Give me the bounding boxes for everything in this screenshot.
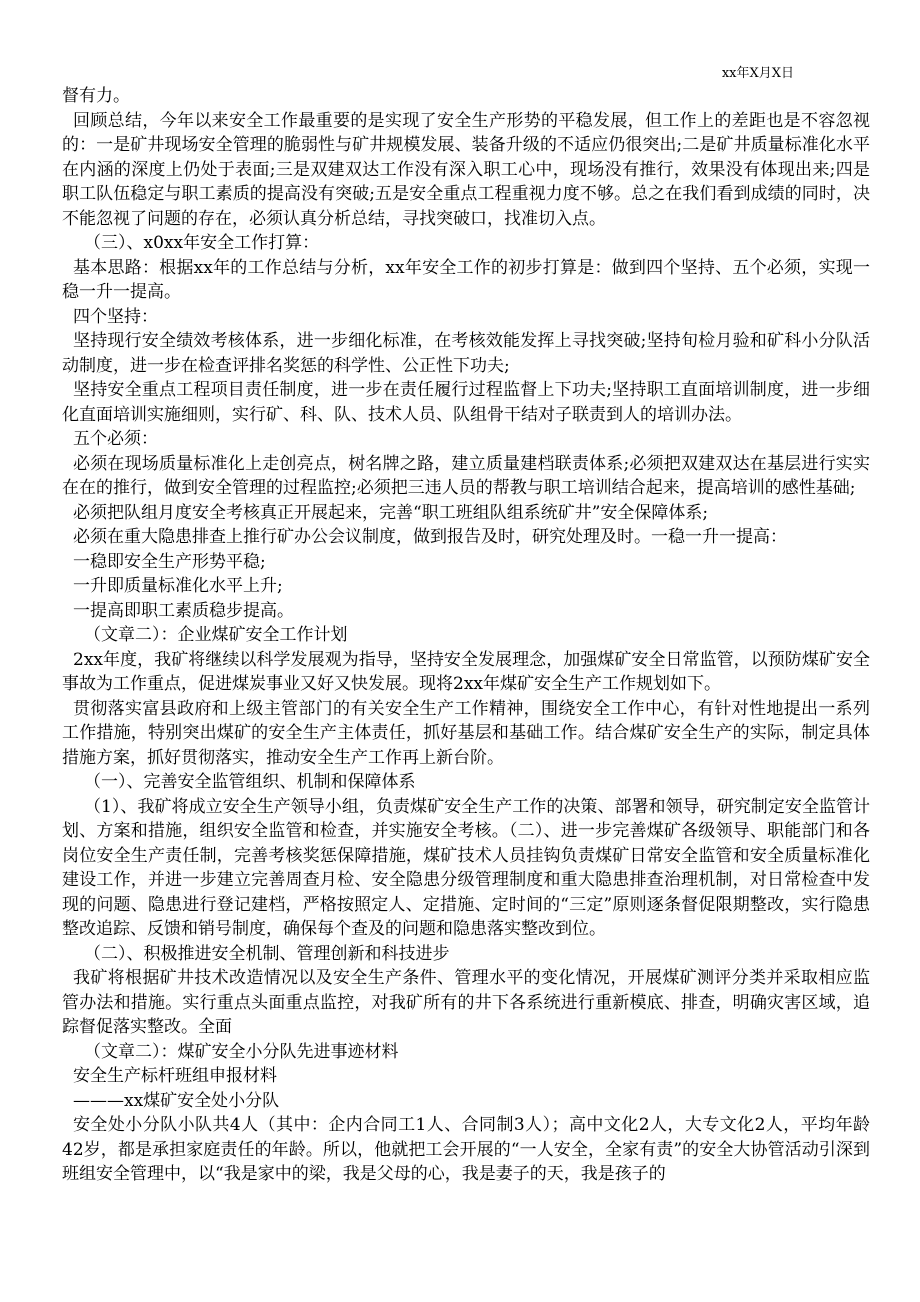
paragraph: 必须在现场质量标准化上走创亮点，树名牌之路，建立质量建档联责体系;必须把双建双达在基层进行实实在在的推行，做到安全管理的过程监控;必须把三违人员的帮教与职工培训结合起来，提高培训的感性基础;: [62, 453, 870, 498]
document-body: [62, 84, 870, 1187]
paragraph: 我矿将根据矿井技术改造情况以及安全生产条件、管理水平的变化情况，开展煤矿测评分类并采取相应监管办法和措施。实行重点头面重点监控，对我矿所有的井下各系统进行重新模底、排查，明确灾害区域，追踪督促落实整改。全面: [62, 968, 870, 1037]
paragraph: 一升即质量标准化水平上升;: [73, 576, 283, 596]
header-date: xx年X月X日: [721, 66, 794, 81]
paragraph: 基本思路：根据xx年的工作总结与分析，xx年安全工作的初步打算是：做到四个坚持、五个必须，实现一稳一升一提高。: [62, 257, 870, 302]
paragraph: 必须把队组月度安全考核真正开展起来，完善“职工班组队组系统矿井”安全保障体系;: [73, 502, 709, 523]
paragraph: 督有力。: [62, 86, 130, 106]
paragraph: 四个坚持：: [73, 306, 158, 327]
paragraph: 贯彻落实富县政府和上级主管部门的有关安全生产工作精神，围绕安全工作中心，有针对性地提出一系列工作措施，特别突出煤矿的安全生产主体责任，抓好基层和基础工作。结合煤矿安全生产的实际，制定具体措施方案，抓好贯彻落实，推动安全生产工作再上新台阶。: [62, 698, 870, 768]
paragraph: 安全生产标杆班组申报材料: [73, 1066, 277, 1086]
paragraph: 必须在重大隐患排查上推行矿办公会议制度，做到报告及时，研究处理及时。一稳一升一提高：: [73, 527, 787, 547]
paragraph: 坚持安全重点工程项目责任制度，进一步在责任履行过程监督上下功夫;坚持职工直面培训制度，进一步细化直面培训实施细则，实行矿、科、队、技术人员、队组骨干结对子联责到人的培训办法。: [62, 380, 870, 425]
article-title: （文章二）：企业煤矿安全工作计划: [84, 625, 348, 645]
paragraph: （1）、我矿将成立安全生产领导小组，负责煤矿安全生产工作的决策、部署和领导，研究制定安全监管计划、方案和措施，组织安全监管和检查，并实施安全考核。（二）、进一步完善煤矿各级领导、职能部门和各岗位安全生产责任制，完善考核奖惩保障措施，煤矿技术人员挂钩负责煤矿日常安全监管和安全质量标准化建设工作，并进一步建立完善周查月检、安全隐患分级管理制度和重大隐患排查治理机制，对日常检查中发现的问题、隐患进行登记建档，严格按照定人、定措施、定时间的“三定”原则逐条督促限期整改，实行隐患整改追踪、反馈和销号制度，确保每个查及的问题和隐患落实整改到位。: [62, 796, 870, 939]
paragraph: ———xx煤矿安全处小分队: [73, 1090, 280, 1111]
paragraph: 安全处小分队小队共4人（其中：企内合同工1人、合同制3人）；高中文化2人，大专文化2人，平均年龄42岁，都是承担家庭责任的年龄。所以，他就把工会开展的“一人安全，全家有责”的安全大协管活动引深到班组安全管理中，以“我是家中的梁，我是父母的心，我是妻子的天，我是孩子的: [62, 1115, 870, 1184]
paragraph: 五个必须：: [73, 429, 158, 449]
paragraph: 2xx年度，我矿将继续以科学发展观为指导，坚持安全发展理念，加强煤矿安全日常监管，以预防煤矿安全事故为工作重点，促进煤炭事业又好又快发展。现将2xx年煤矿安全生产工作规划如下。: [62, 649, 870, 694]
section-heading: （一）、完善安全监管组织、机制和保障体系: [84, 772, 416, 792]
section-heading: （二）、积极推进安全机制、管理创新和科技进步: [84, 943, 450, 964]
paragraph: 回顾总结，今年以来安全工作最重要的是实现了安全生产形势的平稳发展，但工作上的差距也是不容忽视的：一是矿井现场安全管理的脆弱性与矿井规模发展、装备升级的不适应仍很突出;二是矿井质量标准化水平在内涵的深度上仍处于表面;三是双建双达工作没有深入职工心中，现场没有推行，效果没有体现出来;四是职工队伍稳定与职工素质的提高没有突破;五是安全重点工程重视力度不够。总之在我们看到成绩的同时，决不能忽视了问题的存在，必须认真分析总结，寻找突破口，找准切入点。: [62, 110, 870, 229]
section-heading: （三）、x0xx年安全工作打算：: [84, 233, 320, 253]
paragraph: 坚持现行安全绩效考核体系，进一步细化标准，在考核效能发挥上寻找突破;坚持旬检月验和矿科小分队活动制度，进一步在检查评排名奖惩的科学性、公正性下功夫;: [62, 331, 870, 376]
paragraph: 一稳即安全生产形势平稳;: [73, 551, 266, 572]
article-title: （文章二）：煤矿安全小分队先进事迹材料: [84, 1041, 399, 1062]
paragraph: 一提高即职工素质稳步提高。: [73, 600, 294, 621]
